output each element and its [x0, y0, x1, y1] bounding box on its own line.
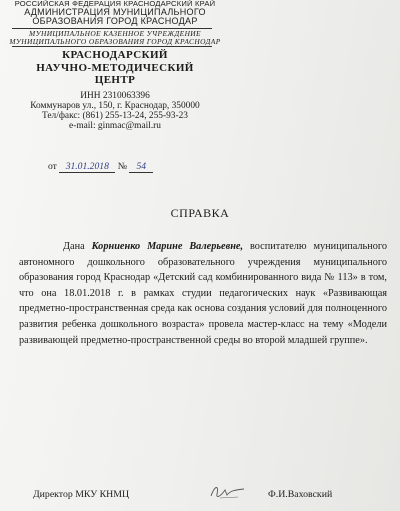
- body-paragraph: [19, 239, 387, 348]
- recipient-name: Корниенко Марине Валерьевне,: [91, 241, 244, 252]
- org-address: Коммунаров ул., 150, г. Краснодар, 350000: [30, 100, 200, 111]
- letterhead-administration: АДМИНИСТРАЦИЯ МУНИЦИПАЛЬНОГО: [24, 6, 206, 17]
- document-title: СПРАВКА: [170, 206, 230, 220]
- letterhead-municipality: ОБРАЗОВАНИЯ ГОРОД КРАСНОДАР: [32, 16, 198, 27]
- letterhead-country-region: РОССИЙСКАЯ ФЕДЕРАЦИЯ КРАСНОДАРСКИЙ КРАЙ: [14, 0, 216, 8]
- org-name-line2: НАУЧНО-МЕТОДИЧЕСКИЙ: [36, 61, 194, 74]
- letterhead-divider: [12, 46, 212, 47]
- org-email: e-mail: ginmac@mail.ru: [69, 120, 161, 131]
- org-phone: Тел/факс: (861) 255-13-24, 255-93-23: [42, 110, 188, 121]
- date-number-row: [48, 161, 153, 173]
- document-body: [19, 239, 387, 348]
- letterhead-institution-type: МУНИЦИПАЛЬНОЕ КАЗЕННОЕ УЧРЕЖДЕНИЕ: [29, 28, 201, 38]
- handwritten-number: 54: [129, 161, 153, 173]
- handwritten-signature: [208, 481, 248, 503]
- letterhead-institution-municipality: МУНИЦИПАЛЬНОГО ОБРАЗОВАНИЯ ГОРОД КРАСНОДАР: [9, 36, 221, 46]
- signature-row: [0, 489, 400, 507]
- signatory-role: Директор МКУ КНМЦ: [33, 489, 130, 500]
- handwritten-date: 31.01.2018: [59, 161, 115, 173]
- signatory-name: Ф.И.Ваховский: [268, 489, 333, 500]
- body-main: воспитателю муниципального автономного дошкольного образовательного учреждения муниципального образования город Краснодар «Детский сад комбинированного вида № 113» в том, что она 18.01.2018 г. в рамках студии педагогических наук «Развивающая предметно-пространственная среда как основа создания условий для полноценного развития ребенка дошкольного возраста» провела мастер-класс на тему «Модели развивающей предметно-пространственной среды во второй младшей группе».: [19, 241, 387, 346]
- org-inn: ИНН 2310063396: [80, 91, 150, 102]
- body-intro: Дана: [63, 241, 92, 252]
- date-prefix: от: [48, 161, 57, 172]
- letterhead: [6, 0, 224, 132]
- org-name-line1: КРАСНОДАРСКИЙ: [62, 49, 168, 62]
- org-name-line3: ЦЕНТР: [94, 74, 136, 87]
- number-label: №: [117, 161, 127, 172]
